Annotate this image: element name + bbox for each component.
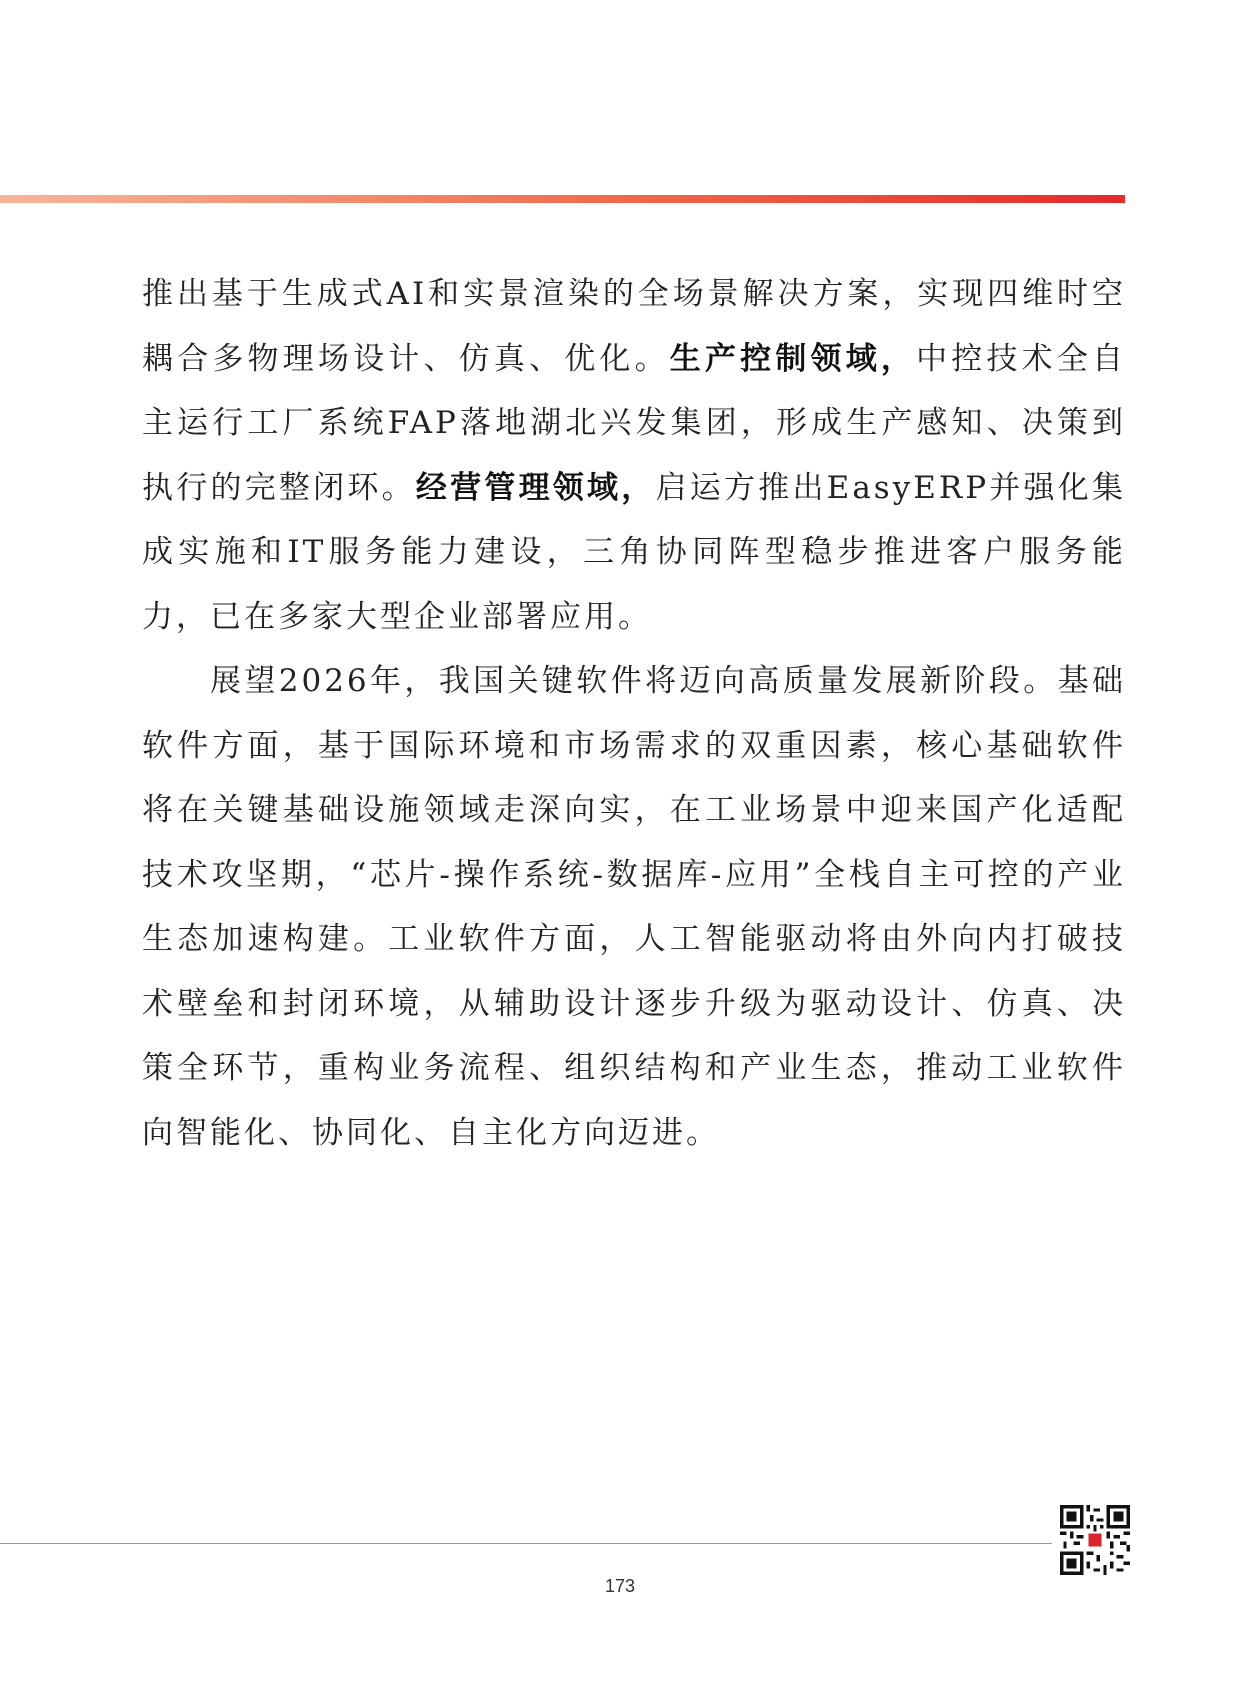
- paragraph-2: 展望2026年，我国关键软件将迈向高质量发展新阶段。基础软件方面，基于国际环境和市场需求的双重因素，核心基础软件将在关键基础设施领域走深向实，在工业场景中迎来国产化适配技术攻坚期，“芯片-操作系统-数据库-应用”全栈自主可控的产业生态加速构建。工业软件方面，人工智能驱动将由外向内打破技术壁垒和封闭环境，从辅助设计逐步升级为驱动设计、仿真、决策全环节，重构业务流程、组织结构和产业生态，推动工业软件向智能化、协同化、自主化方向迈进。: [142, 663, 1126, 1151]
- paragraph-1-text-b: 中控技术全自主运行工厂系统FAP落地湖北兴发集团，形成生产感知、决策到执行的完整闭环。: [142, 340, 1127, 506]
- article-body: [142, 262, 1126, 1165]
- paragraph-1-text-a: 推出基于生成式AI和实景渲染的全场景解决方案，实现四维时空耦合多物理场设计、仿真、优化。: [142, 276, 1126, 377]
- paragraph-1: [142, 262, 1126, 649]
- paragraph-1-text-c: 启运方推出EasyERP并强化集成实施和IT服务能力建设，三角协同阵型稳步推进客户服务能力，已在多家大型企业部署应用。: [142, 469, 1126, 635]
- bold-heading-business-management: 经营管理领域，: [415, 469, 656, 506]
- footer-rule: [0, 1543, 1052, 1544]
- bold-heading-production-control: 生产控制领域，: [669, 340, 917, 377]
- page-number: 173: [604, 1576, 636, 1596]
- header-gradient-rule: [0, 195, 1125, 203]
- qr-code-icon: [1060, 1505, 1130, 1575]
